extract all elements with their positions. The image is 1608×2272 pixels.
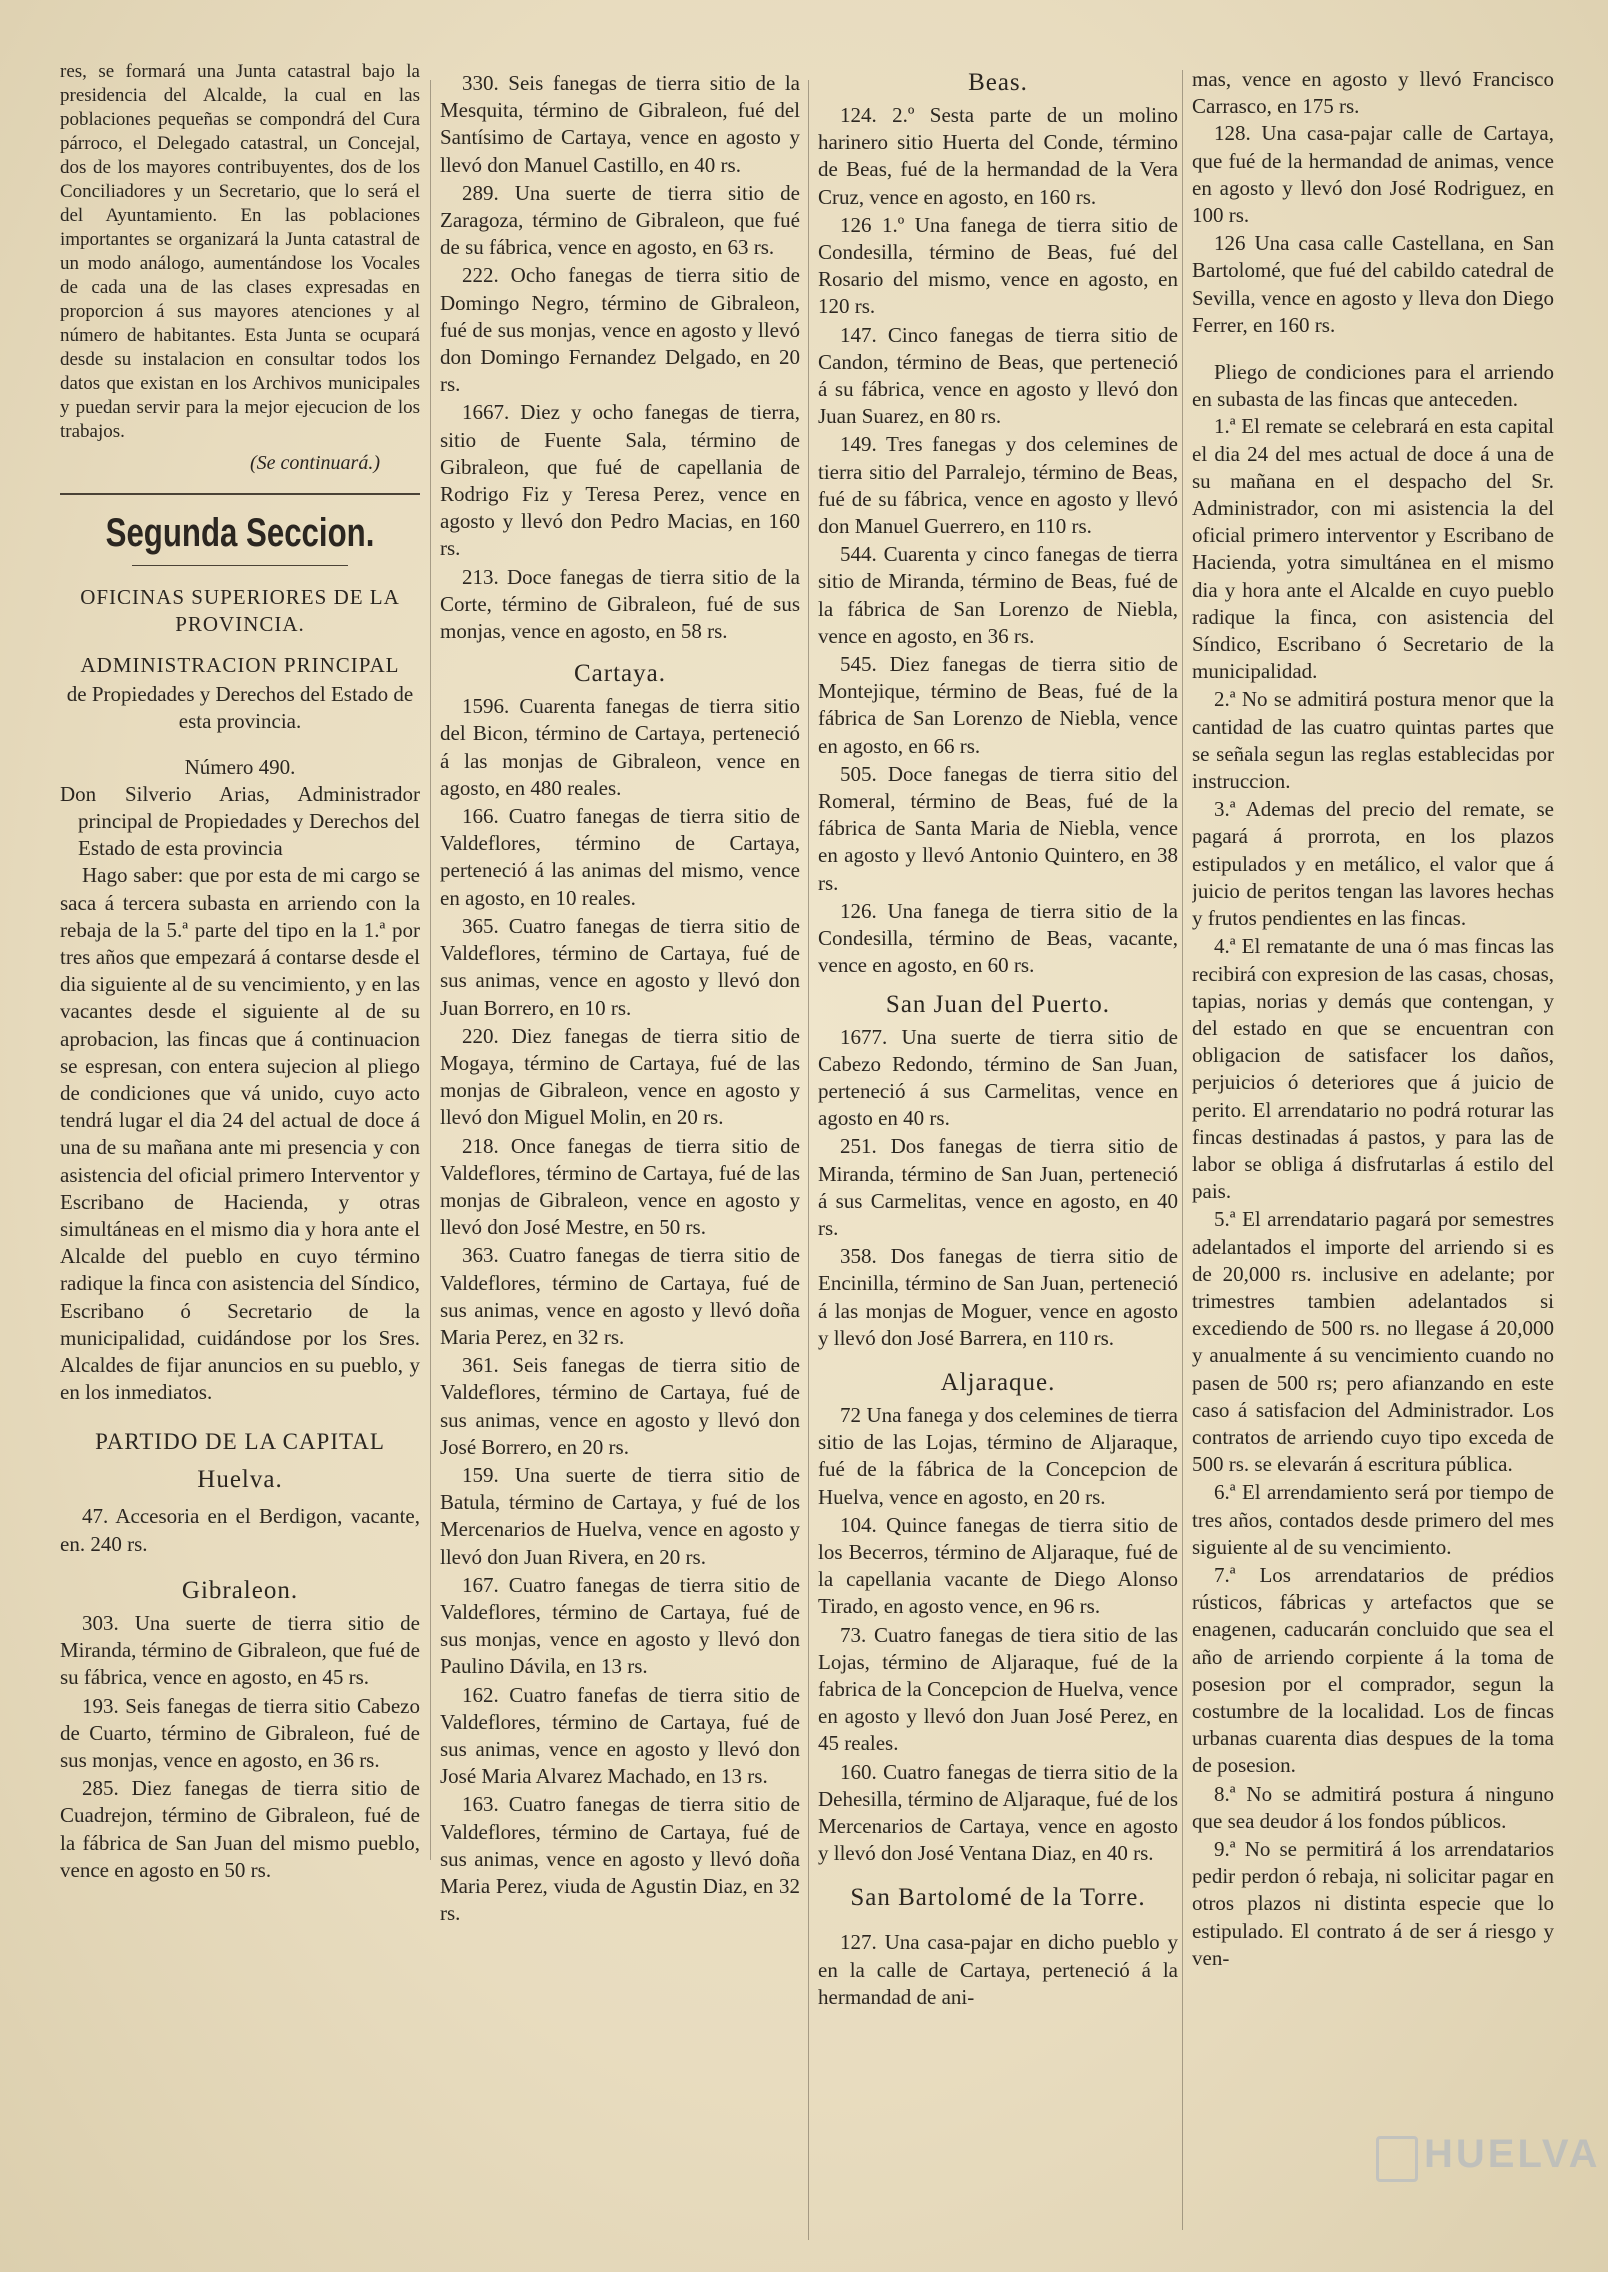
administrator-name: Don Silverio Arias, Administrador principal de Propiedades y Derechos del Estado de esta provincia	[60, 781, 420, 861]
section-title: Segunda Seccion.	[105, 511, 375, 556]
property-entry: 126 Una casa calle Castellana, en San Bartolomé, que fué del cabildo catedral de Sevilla, vence en agosto y lleva don Diego Ferrer, en 160 rs.	[1192, 231, 1554, 337]
title-underline	[132, 565, 348, 566]
section-divider	[60, 493, 420, 495]
property-entry: 222. Ocho fanegas de tierra sitio de Domingo Negro, término de Gibraleon, fué de sus monjas, vence en agosto y llevó don Domingo Fernandez Delgado, en 20 rs.	[440, 263, 800, 397]
conditions-heading: Pliego de condiciones para el arriendo en subasta de las fincas que anteceden.	[1192, 360, 1554, 412]
property-entry: 163. Cuatro fanegas de tierra sitio de Valdeflores, término de Cartaya, fué de sus animas, vence en agosto y llevó doña Maria Perez, viuda de Agustin Diaz, en 32 rs.	[440, 1792, 800, 1926]
condition-item: 4.ª El rematante de una ó mas fincas las recibirá con expresion de las casas, chosas, tapias, norias y demás que contengan, y del estado en que se encuentran con obligacion de satisfacer los daños, perjuicios ó deteriores que á juicio de perito. El arrendatario no podrá roturar las fincas destinadas á pastos, y para las de labor se obliga á disfrutarlas á estilo del pais.	[1192, 934, 1554, 1204]
property-entry-continued: mas, vence en agosto y llevó Francisco Carrasco, en 175 rs.	[1192, 67, 1554, 119]
property-entry: 1677. Una suerte de tierra sitio de Cabezo Redondo, término de San Juan, perteneció á sus Carmelitas, vence en agosto en 40 rs.	[818, 1024, 1178, 1131]
column-1	[60, 60, 420, 2260]
town-heading-beas: Beas.	[968, 69, 1028, 96]
column-rule	[430, 80, 431, 1860]
administration-heading: ADMINISTRACION PRINCIPAL	[80, 653, 400, 678]
property-entry: 73. Cuatro fanegas de tiera sitio de las Lojas, término de Aljaraque, fué de la fabrica de la Concepcion de Huelva, vence en agosto y llevó don Juan José Perez, en 45 reales.	[818, 1622, 1178, 1756]
property-entry: 193. Seis fanegas de tierra sitio Cabezo de Cuarto, término de Gibraleon, fué de sus monjas, vence en agosto, en 36 rs.	[60, 1693, 420, 1772]
property-entry: 505. Doce fanegas de tierra sitio del Romeral, término de Beas, fué de la fábrica de Santa Maria de Niebla, vence en agosto y llevó Antonio Quintero, en 38 rs.	[818, 761, 1178, 895]
town-heading-san-juan: San Juan del Puerto.	[885, 990, 1111, 1018]
property-entry: 124. 2.º Sesta parte de un molino harinero sitio Huerta del Conde, término de Beas, fué de la hermandad de la Vera Cruz, vence en agosto, en 160 rs.	[818, 103, 1178, 209]
continuation-note: (Se continuará.)	[250, 452, 380, 474]
property-entry: 285. Diez fanegas de tierra sitio de Cuadrejon, término de Gibraleon, fué de la fábrica de San Juan del mismo pueblo, vence en agosto en 50 rs.	[60, 1776, 420, 1882]
property-entry: 330. Seis fanegas de tierra sitio de la Mesquita, término de Gibraleon, fué del Santísimo de Cartaya, vence en agosto y llevó don Manuel Castillo, en 40 rs.	[440, 71, 800, 177]
condition-item: 6.ª El arrendamiento será por tiempo de tres años, contados desde primero del mes siguiente al de su vencimiento.	[1192, 1480, 1554, 1559]
town-heading-gibraleon: Gibraleon.	[181, 1576, 299, 1604]
property-entry: 1667. Diez y ocho fanegas de tierra, sitio de Fuente Sala, término de Gibraleon, que fué de capellania de Rodrigo Fiz y Teresa Perez, vence en agosto y llevó don Pedro Macias, en 160 rs.	[440, 400, 800, 561]
continued-paragraph: res, se formará una Junta catastral bajo la presidencia del Alcalde, la cual en las poblaciones pequeñas se compondrá del Cura párroco, el Delegado catastral, un Concejal, dos de los mayores contribuyentes, dos de los Conciliadores y un Secretario, que lo será el del Ayuntamiento. En las poblaciones importantes se organizará la Junta catastral de un modo análogo, aumentándose los Vocales de cada una de las clases expresadas en proporcion á sus mayores atenciones y al número de habitantes. Esta Junta se ocupará desde su instalacion en consultar todos los datos que existan en los Archivos municipales y puedan servir para la mejor ejecucion de los trabajos.	[60, 61, 420, 442]
property-entry: 160. Cuatro fanegas de tierra sitio de la Dehesilla, término de Aljaraque, fué de los Mercenarios de Cartaya, vence en agosto y llevó don José Ventana Diaz, en 40 rs.	[818, 1759, 1178, 1866]
condition-item: 2.ª No se admitirá postura menor que la cantidad de las cuatro quintas partes que se señala segun las reglas establecidas por instruccion.	[1192, 687, 1554, 794]
property-entry: 159. Una suerte de tierra sitio de Batula, término de Cartaya, y fué de los Mercenarios de Huelva, vence en agosto y llevó don Juan Rivera, en 20 rs.	[440, 1462, 800, 1569]
property-entry: 72 Una fanega y dos celemines de tierra sitio de las Lojas, término de Aljaraque, fué de la fábrica de la Concepcion de Huelva, vence en agosto, en 20 rs.	[818, 1402, 1178, 1509]
column-rule	[808, 80, 809, 2240]
town-heading-aljaraque: Aljaraque.	[940, 1368, 1056, 1396]
property-entry: 365. Cuatro fanegas de tierra sitio de Valdeflores, término de Cartaya, fué de sus animas, vence en agosto y llevó don Juan Borrero, en 10 rs.	[440, 913, 800, 1020]
property-entry: 104. Quince fanegas de tierra sitio de los Becerros, término de Aljaraque, fué de la capellania vacante de Diego Alonso Tirado, en agosto vence, en 96 rs.	[818, 1512, 1178, 1619]
column-4	[1192, 66, 1554, 2266]
property-entry: 166. Cuatro fanegas de tierra sitio de Valdeflores, término de Cartaya, perteneció á las animas del mismo, vence en agosto, en 10 reales.	[440, 804, 800, 910]
property-entry: 47. Accesoria en el Berdigon, vacante, en. 240 rs.	[60, 1504, 420, 1556]
property-entry: 544. Cuarenta y cinco fanegas de tierra sitio de Miranda, término de Beas, fué de la fábrica de San Lorenzo de Niebla, vence en agosto, en 36 rs.	[818, 542, 1178, 648]
property-entry: 220. Diez fanegas de tierra sitio de Mogaya, término de Cartaya, fué de las monjas de Gibraleon, vence en agosto y llevó don Miguel Molin, en 20 rs.	[440, 1023, 800, 1130]
property-entry: 251. Dos fanegas de tierra sitio de Miranda, término de San Juan, perteneció á sus Carmelitas, vence en agosto, en 40 rs.	[818, 1134, 1178, 1240]
town-heading-cartaya: Cartaya.	[574, 660, 666, 688]
column-rule	[1182, 70, 1183, 2230]
column-3	[818, 66, 1178, 2266]
condition-item: 3.ª Ademas del precio del remate, se pagará á prorrota, en los plazos estipulados y en metálico, el valor que á juicio de peritos tengan las lavores hechas y frutos pendientes en las fincas.	[1192, 797, 1554, 931]
property-entry: 289. Una suerte de tierra sitio de Zaragoza, término de Gibraleon, que fué de su fábrica, vence en agosto, en 63 rs.	[440, 180, 800, 260]
property-entry: 127. Una casa-pajar en dicho pueblo y en la calle de Cartaya, perteneció á la hermandad de ani-	[818, 1930, 1178, 2009]
condition-item: 5.ª El arrendatario pagará por semestres adelantados el importe del arriendo si es de 20,000 rs. inclusive en adelante; por trimestres tambien adelantados si excediendo de 500 rs. no llegase á 20,000 y anualmente á su vencimiento cuando no pasen de 500 rs; pero afianzando en este caso á satisfacion del Administrador. Los contratos de arriendo cuyo tipo exceda de 500 rs. se elevarán á escritura pública.	[1192, 1207, 1554, 1477]
district-heading: PARTIDO DE LA CAPITAL	[95, 1429, 385, 1455]
archive-stamp: HUELVA	[1424, 2132, 1601, 2176]
condition-item: 9.ª No se permitirá á los arrendatarios pedir perdon ó rebaja, ni solicitar pagar en otros plazos ni distinta especie que lo estipulado. El contrato á de ser á riesgo y ven-	[1192, 1837, 1554, 1970]
property-entry: 147. Cinco fanegas de tierra sitio de Candon, término de Beas, que perteneció á su fábrica, vence en agosto y llevó don Juan Suarez, en 80 rs.	[818, 322, 1178, 429]
notice-number: Número 490.	[184, 754, 296, 779]
property-entry: 358. Dos fanegas de tierra sitio de Encinilla, término de San Juan, perteneció á las monjas de Moguer, vence en agosto y llevó don José Barrera, en 110 rs.	[818, 1244, 1178, 1350]
property-entry: 218. Once fanegas de tierra sitio de Valdeflores, término de Cartaya, fué de las monjas de Gibraleon, vence en agosto y llevó don José Mestre, en 50 rs.	[440, 1133, 800, 1240]
notice-body: Hago saber: que por esta de mi cargo se saca á tercera subasta en arriendo con la rebaja de la 5.ª parte del tipo en la 1.ª por tres años que empezará á contarse desde el dia siguiente al de su vencimiento, y en las vacantes desde el siguiente al de su aprobacion, las fincas que á continuacion se espresan, con entera sujecion al pliego de condiciones que vá unido, cuyo acto tendrá lugar el dia 24 del actual de doce á una de su mañana ante mi presencia y con asistencia del oficial primero Interventor y Escribano de Hacienda, y otras simultáneas en el mismo dia y hora ante el Alcalde del pueblo en cuyo término radique la finca con asistencia del Síndico, Escribano ó Secretario de la municipalidad, cuidándose por los Sres. Alcaldes de fijar anuncios en su pueblo, y en los inmediatos.	[60, 863, 420, 1405]
town-heading-san-bartolome: San Bartolomé de la Torre.	[850, 1884, 1146, 1912]
property-entry: 126. Una fanega de tierra sitio de la Condesilla, término de Beas, vacante, vence en agosto, en 60 rs.	[818, 898, 1178, 978]
property-entry: 128. Una casa-pajar calle de Cartaya, que fué de la hermandad de animas, vence en agosto y llevó don José Rodriguez, en 100 rs.	[1192, 121, 1554, 228]
property-entry: 1596. Cuarenta fanegas de tierra sitio del Bicon, término de Cartaya, perteneció á las monjas de Gibraleon, vence en agosto, en 480 reales.	[440, 694, 800, 800]
office-heading: OFICINAS SUPERIORES DE LA PROVINCIA.	[80, 585, 400, 637]
condition-item: 7.ª Los arrendatarios de prédios rústicos, fábricas y artefactos que se enagenen, caducarán concluido que sea el año de arriendo corpiente á la toma de posesion por el comprador, segun la costumbre de la localidad. Los de fincas urbanas cuarenta dias despues de la toma de posesion.	[1192, 1562, 1554, 1778]
property-entry: 363. Cuatro fanegas de tierra sitio de Valdeflores, término de Cartaya, fué de sus animas, vence en agosto y llevó doña Maria Perez, en 32 rs.	[440, 1243, 800, 1349]
property-entry: 213. Doce fanegas de tierra sitio de la Corte, término de Gibraleon, fué de sus monjas, vence en agosto, en 58 rs.	[440, 564, 800, 644]
property-entry: 361. Seis fanegas de tierra sitio de Valdeflores, término de Cartaya, fué de sus animas, vence en agosto y llevó don José Borrero, en 20 rs.	[440, 1353, 800, 1459]
condition-item: 1.ª El remate se celebrará en esta capital el dia 24 del mes actual de doce á una de su mañana en el despacho del Sr. Administrador, con mi asistencia la del oficial primero interventor y Escribano de Hacienda, yotra simultánea en el mismo dia y hora ante el Alcalde en cuyo pueblo radique la finca, con asistencia del Síndico, Escribano ó Secretario de la municipalidad.	[1192, 414, 1554, 684]
administration-subheading: de Propiedades y Derechos del Estado de esta provincia.	[66, 682, 414, 734]
archive-stamp-icon	[1376, 2136, 1418, 2182]
condition-item: 8.ª No se admitirá postura á ninguno que sea deudor á los fondos públicos.	[1192, 1781, 1554, 1833]
property-entry: 126 1.º Una fanega de tierra sitio de Condesilla, término de Beas, fué del Rosario del mismo, vence en agosto, en 120 rs.	[818, 212, 1178, 319]
property-entry: 167. Cuatro fanegas de tierra sitio de Valdeflores, término de Cartaya, fué de sus monjas, vence en agosto y llevó don Paulino Dávila, en 13 rs.	[440, 1572, 800, 1679]
property-entry: 545. Diez fanegas de tierra sitio de Montejique, término de Beas, fué de la fábrica de San Lorenzo de Niebla, vence en agosto, en 66 rs.	[818, 652, 1178, 758]
property-entry: 162. Cuatro fanefas de tierra sitio de Valdeflores, término de Cartaya, fué de sus animas, vence en agosto y llevó don José Maria Alvarez Machado, en 13 rs.	[440, 1682, 800, 1789]
town-heading-huelva: Huelva.	[197, 1466, 283, 1494]
property-entry: 303. Una suerte de tierra sitio de Miranda, término de Gibraleon, que fué de su fábrica, vence en agosto, en 45 rs.	[60, 1610, 420, 1690]
column-2	[440, 70, 800, 2270]
property-entry: 149. Tres fanegas y dos celemines de tierra sitio del Parralejo, término de Beas, fué de su fábrica, vence en agosto y llevó don Manuel Guerrero, en 110 rs.	[818, 432, 1178, 539]
